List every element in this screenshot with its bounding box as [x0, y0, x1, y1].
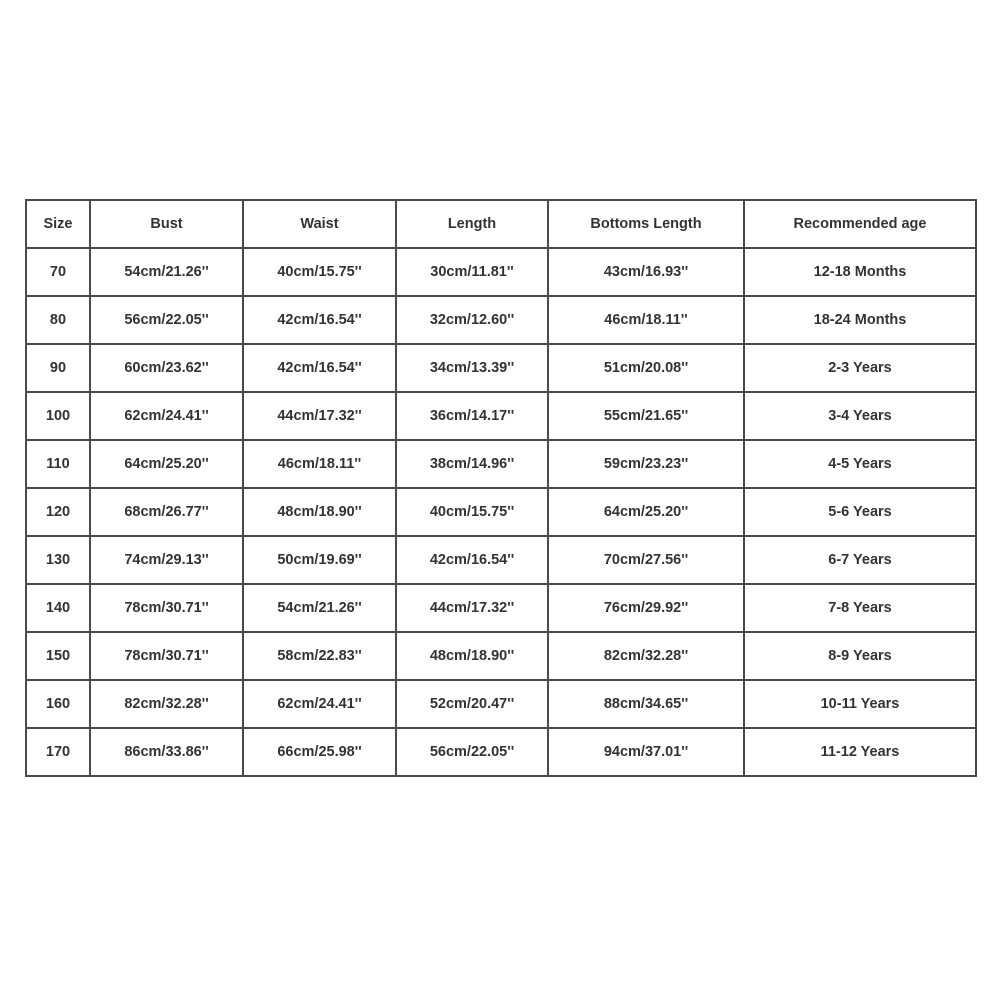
cell-size: 160	[26, 680, 90, 728]
cell-recommended-age: 10-11 Years	[744, 680, 976, 728]
table-row	[26, 344, 976, 392]
cell-length: 34cm/13.39''	[396, 344, 548, 392]
cell-length: 36cm/14.17''	[396, 392, 548, 440]
cell-recommended-age: 12-18 Months	[744, 248, 976, 296]
table-row	[26, 536, 976, 584]
table-row	[26, 680, 976, 728]
cell-size: 170	[26, 728, 90, 776]
table-row	[26, 392, 976, 440]
header-recommended-age: Recommended age	[744, 200, 976, 248]
table-row	[26, 728, 976, 776]
cell-waist: 50cm/19.69''	[243, 536, 396, 584]
cell-bottoms-length: 88cm/34.65''	[548, 680, 744, 728]
cell-bust: 68cm/26.77''	[90, 488, 243, 536]
cell-recommended-age: 5-6 Years	[744, 488, 976, 536]
table-row	[26, 632, 976, 680]
cell-waist: 54cm/21.26''	[243, 584, 396, 632]
table-body	[26, 248, 976, 776]
cell-length: 38cm/14.96''	[396, 440, 548, 488]
cell-length: 32cm/12.60''	[396, 296, 548, 344]
table-row	[26, 248, 976, 296]
cell-bottoms-length: 43cm/16.93''	[548, 248, 744, 296]
header-waist: Waist	[243, 200, 396, 248]
cell-recommended-age: 2-3 Years	[744, 344, 976, 392]
cell-recommended-age: 6-7 Years	[744, 536, 976, 584]
cell-size: 130	[26, 536, 90, 584]
cell-length: 42cm/16.54''	[396, 536, 548, 584]
cell-size: 100	[26, 392, 90, 440]
cell-bust: 82cm/32.28''	[90, 680, 243, 728]
cell-waist: 48cm/18.90''	[243, 488, 396, 536]
cell-length: 44cm/17.32''	[396, 584, 548, 632]
size-chart	[25, 199, 975, 777]
cell-length: 40cm/15.75''	[396, 488, 548, 536]
cell-size: 110	[26, 440, 90, 488]
cell-bottoms-length: 51cm/20.08''	[548, 344, 744, 392]
cell-waist: 58cm/22.83''	[243, 632, 396, 680]
table-row	[26, 488, 976, 536]
cell-bust: 56cm/22.05''	[90, 296, 243, 344]
cell-size: 80	[26, 296, 90, 344]
cell-bust: 62cm/24.41''	[90, 392, 243, 440]
cell-bust: 78cm/30.71''	[90, 632, 243, 680]
cell-waist: 42cm/16.54''	[243, 296, 396, 344]
table-row	[26, 440, 976, 488]
cell-length: 48cm/18.90''	[396, 632, 548, 680]
cell-bust: 86cm/33.86''	[90, 728, 243, 776]
cell-bust: 60cm/23.62''	[90, 344, 243, 392]
cell-bottoms-length: 94cm/37.01''	[548, 728, 744, 776]
cell-bottoms-length: 82cm/32.28''	[548, 632, 744, 680]
cell-bottoms-length: 59cm/23.23''	[548, 440, 744, 488]
header-length: Length	[396, 200, 548, 248]
cell-recommended-age: 11-12 Years	[744, 728, 976, 776]
cell-waist: 46cm/18.11''	[243, 440, 396, 488]
cell-bottoms-length: 76cm/29.92''	[548, 584, 744, 632]
cell-bottoms-length: 64cm/25.20''	[548, 488, 744, 536]
cell-length: 52cm/20.47''	[396, 680, 548, 728]
size-table	[25, 199, 977, 777]
cell-bottoms-length: 55cm/21.65''	[548, 392, 744, 440]
header-bottoms-length: Bottoms Length	[548, 200, 744, 248]
cell-recommended-age: 8-9 Years	[744, 632, 976, 680]
cell-bust: 54cm/21.26''	[90, 248, 243, 296]
table-row	[26, 296, 976, 344]
cell-waist: 66cm/25.98''	[243, 728, 396, 776]
cell-waist: 62cm/24.41''	[243, 680, 396, 728]
cell-recommended-age: 3-4 Years	[744, 392, 976, 440]
header-size: Size	[26, 200, 90, 248]
cell-length: 30cm/11.81''	[396, 248, 548, 296]
cell-size: 150	[26, 632, 90, 680]
cell-waist: 40cm/15.75''	[243, 248, 396, 296]
cell-bottoms-length: 70cm/27.56''	[548, 536, 744, 584]
table-header-row	[26, 200, 976, 248]
cell-recommended-age: 18-24 Months	[744, 296, 976, 344]
cell-bust: 74cm/29.13''	[90, 536, 243, 584]
header-bust: Bust	[90, 200, 243, 248]
cell-bottoms-length: 46cm/18.11''	[548, 296, 744, 344]
cell-waist: 44cm/17.32''	[243, 392, 396, 440]
table-row	[26, 584, 976, 632]
cell-recommended-age: 7-8 Years	[744, 584, 976, 632]
cell-size: 90	[26, 344, 90, 392]
cell-waist: 42cm/16.54''	[243, 344, 396, 392]
cell-bust: 78cm/30.71''	[90, 584, 243, 632]
cell-size: 140	[26, 584, 90, 632]
cell-bust: 64cm/25.20''	[90, 440, 243, 488]
cell-size: 120	[26, 488, 90, 536]
cell-length: 56cm/22.05''	[396, 728, 548, 776]
cell-size: 70	[26, 248, 90, 296]
cell-recommended-age: 4-5 Years	[744, 440, 976, 488]
